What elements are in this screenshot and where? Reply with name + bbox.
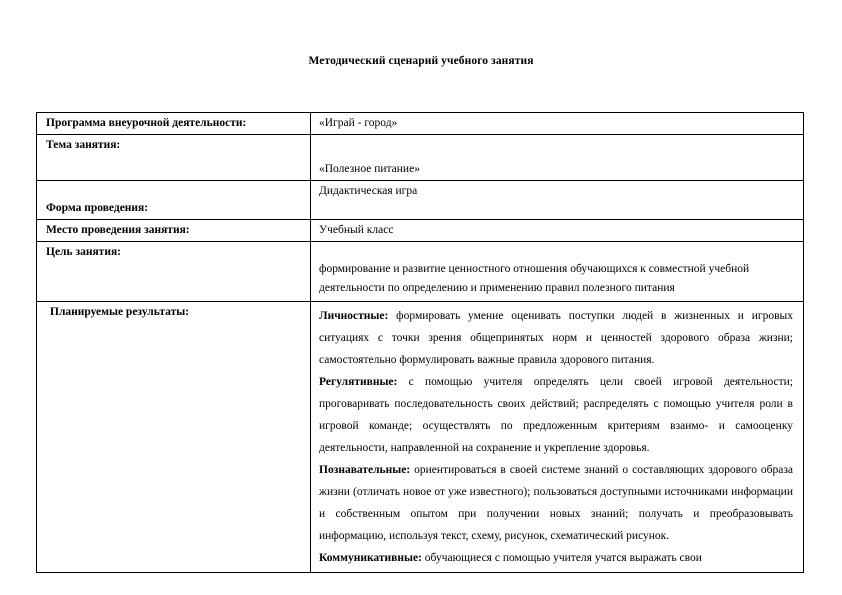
row-value-program: «Играй - город» (319, 117, 398, 129)
lesson-scenario-table (36, 112, 804, 573)
row-value-format: Дидактическая игра (319, 185, 418, 197)
result-regulative-text: с помощью учителя определять цели своей игровой деятельности; проговаривать последовательность своих действий; распределять с помощью учителя роли в игровой команде; осуществлять по предложенным критериям взаимо- и самооценку деятельности, направленной на сохранение и укрепление здоровья. (319, 376, 793, 454)
row-value-topic: «Полезное питание» (319, 163, 420, 175)
table-row (37, 113, 804, 135)
table-clip-region (36, 112, 805, 564)
planned-results-content (311, 302, 803, 572)
table-row (37, 220, 804, 242)
row-label-topic: Тема занятия: (46, 139, 121, 151)
result-communicative-lead: Коммуникативные: (319, 552, 422, 564)
row-label-program: Программа внеурочной деятельности: (46, 117, 247, 129)
row-value-goal-wrap (311, 242, 803, 301)
result-cognitive-lead: Познавательные: (319, 464, 411, 476)
row-label-topic-cell (37, 135, 311, 181)
result-regulative-lead: Регулятивные: (319, 376, 398, 388)
row-value-goal-cell (311, 242, 804, 302)
row-label-place: Место проведения занятия: (46, 224, 190, 236)
result-personal (319, 305, 793, 371)
result-cognitive (319, 459, 793, 547)
page-title: Методический сценарий учебного занятия (308, 55, 534, 67)
row-value-place: Учебный класс (319, 224, 394, 236)
row-value-goal: формирование и развитие ценностного отношения обучающихся к совместной учебной деятельности по определению и применению правил полезного питания (319, 263, 750, 294)
row-value-results-cell (311, 302, 804, 573)
table-row (37, 302, 804, 573)
result-communicative (319, 547, 793, 569)
table-row (37, 181, 804, 220)
table-row (37, 242, 804, 302)
row-label-results: Планируемые результаты: (50, 306, 190, 318)
row-value-format-cell (311, 181, 804, 220)
row-label-goal: Цель занятия: (46, 246, 122, 258)
result-personal-text: формировать умение оценивать поступки людей в жизненных и игровых ситуациях с точки зрения общепринятых норм и ценностей здорового образа жизни; самостоятельно формулировать важные правила здорового питания. (319, 310, 793, 366)
row-value-program-cell (311, 113, 804, 135)
row-label-program-cell (37, 113, 311, 135)
row-label-goal-cell (37, 242, 311, 302)
row-label-format: Форма проведения: (46, 202, 149, 214)
row-label-results-cell (37, 302, 311, 573)
result-regulative (319, 371, 793, 459)
row-value-topic-cell (311, 135, 804, 181)
result-communicative-text: обучающиеся с помощью учителя учатся выражать свои (421, 552, 702, 564)
result-personal-lead: Личностные: (319, 310, 389, 322)
row-value-place-cell (311, 220, 804, 242)
row-label-place-cell (37, 220, 311, 242)
table-row (37, 135, 804, 181)
row-label-format-cell (37, 181, 311, 220)
result-cognitive-text: ориентироваться в своей системе знаний о составляющих здорового образа жизни (отличать новое от уже известного); пользоваться доступными источниками информации и собственным опытом при получении новых знаний; получать и преобразовывать информацию, используя текст, схему, рисунок, схематический рисунок. (319, 464, 793, 542)
